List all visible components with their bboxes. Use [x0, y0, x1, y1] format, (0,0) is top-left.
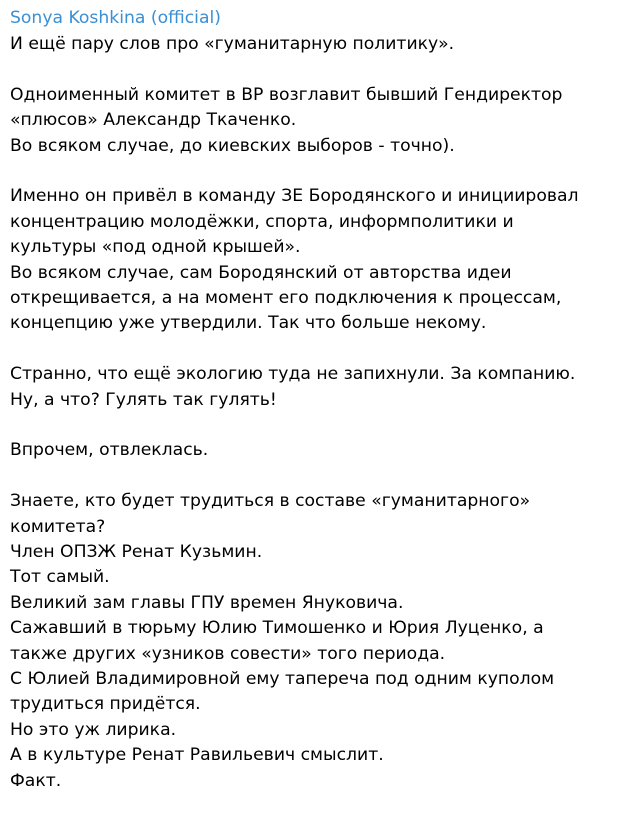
message-line — [10, 57, 621, 82]
message-line: Именно он привёл в команду ЗЕ Бородянского и инициировал — [10, 186, 579, 207]
message-line: трудиться придётся. — [10, 694, 201, 715]
message-line: Член ОПЗЖ Ренат Кузьмин. — [10, 542, 263, 563]
message-line: открещивается, а на момент его подключения к процессам, — [10, 288, 562, 309]
message-line: Ну, а что? Гулять так гулять! — [10, 389, 277, 410]
message-line: концентрацию молодёжки, спорта, информполитики и — [10, 211, 514, 232]
message-line: культуры «под одной крышей». — [10, 237, 301, 258]
message-line: Во всяком случае, до киевских выборов - точно). — [10, 135, 455, 156]
message-line — [10, 337, 621, 362]
message-line: Факт. — [10, 770, 62, 791]
message-line: концепцию уже утвердили. Так что больше некому. — [10, 313, 487, 334]
message-line: Тот самый. — [10, 567, 110, 588]
message-line: Впрочем, отвлеклась. — [10, 440, 209, 461]
author-name[interactable]: Sonya Koshkina (official) — [10, 8, 221, 28]
message-line: А в культуре Ренат Равильевич смыслит. — [10, 745, 384, 766]
message-line: С Юлией Владимировной ему тапереча под одним куполом — [10, 669, 555, 690]
message-line: Странно, что ещё экологию туда не запихнули. За компанию. — [10, 364, 576, 385]
message-line — [10, 413, 621, 438]
message-line: также других «узников совести» того периода. — [10, 643, 446, 664]
message-text — [10, 32, 621, 794]
message-line: Одноименный комитет в ВР возглавит бывший Гендиректор — [10, 84, 563, 105]
message-line: Великий зам главы ГПУ времен Януковича. — [10, 592, 404, 613]
message-line: Но это уж лирика. — [10, 719, 177, 740]
message-line: «плюсов» Александр Ткаченко. — [10, 110, 297, 131]
message-line — [10, 464, 621, 489]
message-line: Сажавший в тюрьму Юлию Тимошенко и Юрия Луценко, а — [10, 618, 544, 639]
message-line: комитета? — [10, 516, 106, 537]
message-line: Во всяком случае, сам Бородянский от авторства идеи — [10, 262, 512, 283]
message-line — [10, 159, 621, 184]
message-line: И ещё пару слов про «гуманитарную политику». — [10, 34, 455, 54]
message-line: Знаете, кто будет трудиться в составе «гуманитарного» — [10, 491, 531, 512]
